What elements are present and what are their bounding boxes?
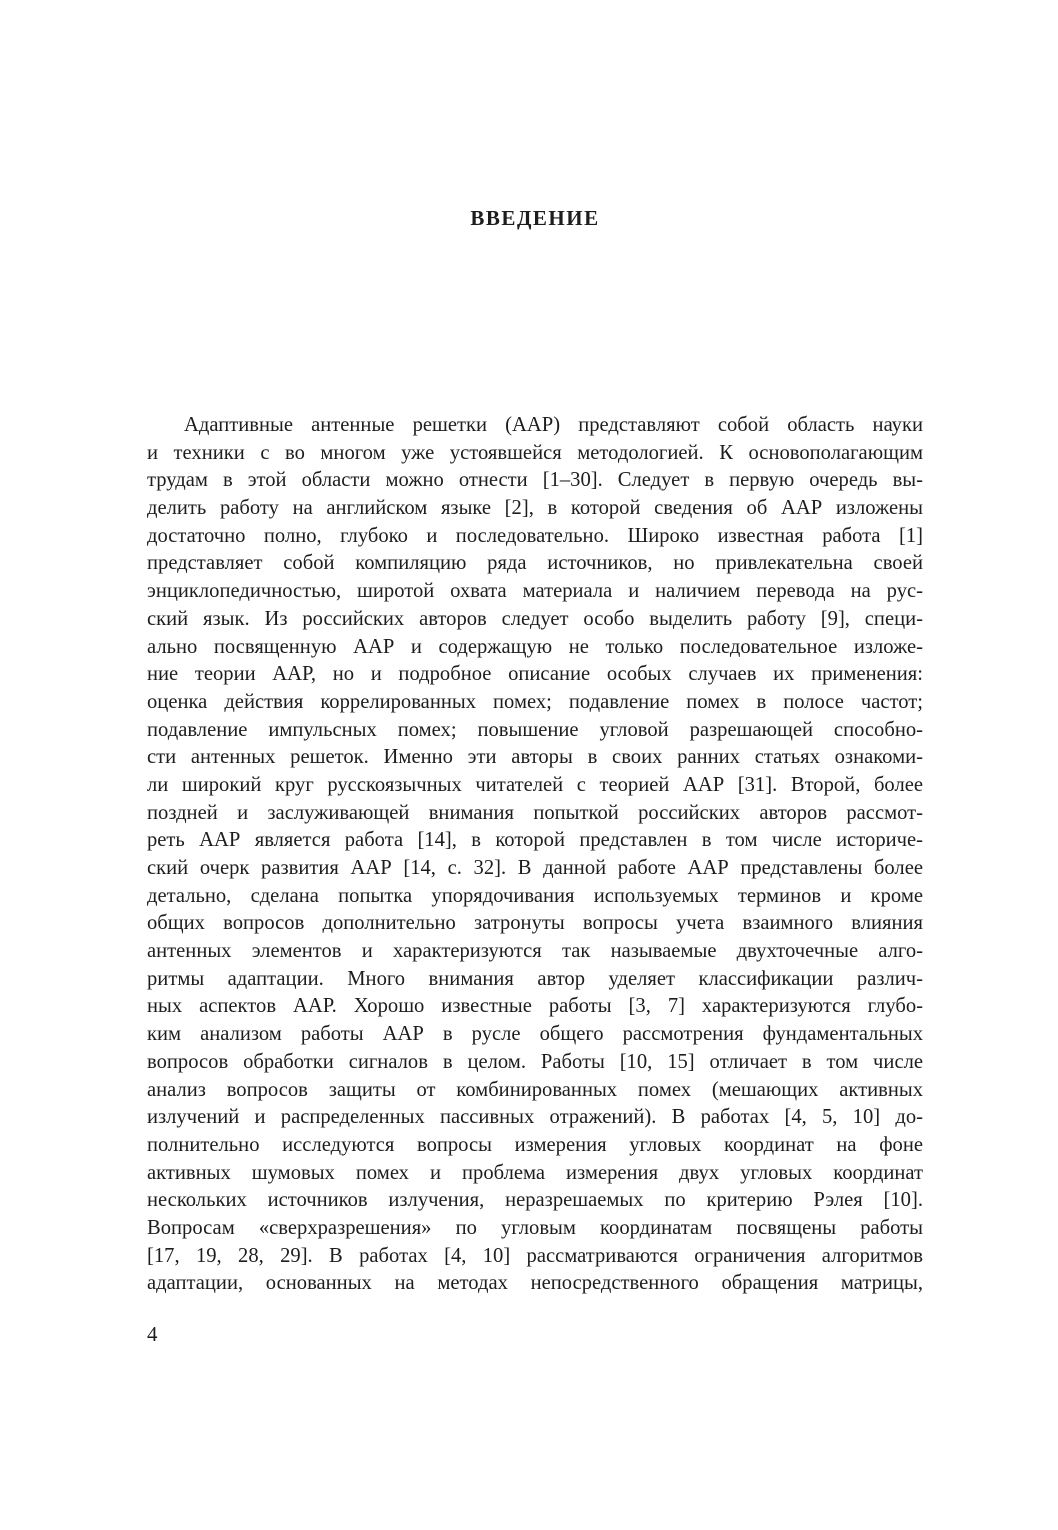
text-line: общих вопросов дополнительно затронуты вопросы учета взаимного влияния bbox=[147, 912, 923, 935]
text-line: достаточно полно, глубоко и последовательно. Широко известная работа [1] bbox=[147, 524, 923, 547]
text-line: [17, 19, 28, 29]. В работах [4, 10] рассматриваются ограничения алгоритмов bbox=[147, 1244, 923, 1267]
text-line: Адаптивные антенные решетки (ААР) представляют собой область науки bbox=[184, 414, 923, 436]
text-line: адаптации, основанных на методах непосредственного обращения матрицы, bbox=[147, 1272, 923, 1295]
text-line: антенных элементов и характеризуются так называемые двухточечные алго- bbox=[147, 940, 923, 963]
text-line: вопросов обработки сигналов в целом. Работы [10, 15] отличает в том числе bbox=[147, 1050, 923, 1073]
text-line: нескольких источников излучения, неразрешаемых по критерию Рэлея [10]. bbox=[147, 1189, 923, 1212]
text-line: Вопросам «сверхразрешения» по угловым координатам посвящены работы bbox=[147, 1216, 923, 1239]
text-line: анализ вопросов защиты от комбинированных помех (мешающих активных bbox=[147, 1078, 923, 1101]
text-line: подавление импульсных помех; повышение угловой разрешающей способно- bbox=[147, 718, 923, 741]
text-line: энциклопедичностью, широтой охвата материала и наличием перевода на рус- bbox=[147, 580, 923, 603]
text-line: поздней и заслуживающей внимания попыткой российских авторов рассмот- bbox=[147, 801, 923, 824]
text-line: ально посвященную ААР и содержащую не только последовательное изложе- bbox=[147, 635, 923, 658]
text-line: оценка действия коррелированных помех; подавление помех в полосе частот; bbox=[147, 690, 923, 713]
section-heading: ВВЕДЕНИЕ bbox=[470, 206, 600, 230]
text-line: ский язык. Из российских авторов следует особо выделить работу [9], специ- bbox=[147, 607, 923, 630]
text-line: сти антенных решеток. Именно эти авторы в своих ранних статьях ознакоми- bbox=[147, 746, 923, 769]
text-line: трудам в этой области можно отнести [1–30]. Следует в первую очередь вы- bbox=[147, 469, 923, 492]
body-paragraph bbox=[147, 412, 923, 1298]
text-line: и техники с во многом уже устоявшейся методологией. К основополагающим bbox=[147, 441, 923, 464]
text-line: полнительно исследуются вопросы измерения угловых координат на фоне bbox=[147, 1133, 923, 1156]
text-line: реть ААР является работа [14], в которой представлен в том числе историче- bbox=[147, 829, 923, 852]
text-line: ким анализом работы ААР в русле общего рассмотрения фундаментальных bbox=[147, 1023, 923, 1046]
text-line: активных шумовых помех и проблема измерения двух угловых координат bbox=[147, 1161, 923, 1184]
text-line: ритмы адаптации. Много внимания автор уделяет классификации различ- bbox=[147, 967, 923, 990]
text-line: ние теории ААР, но и подробное описание особых случаев их применения: bbox=[147, 663, 923, 686]
text-line: представляет собой компиляцию ряда источников, но привлекательна своей bbox=[147, 552, 923, 575]
text-line: детально, сделана попытка упорядочивания используемых терминов и кроме bbox=[147, 884, 923, 907]
page-number: 4 bbox=[147, 1322, 158, 1346]
text-line: ных аспектов ААР. Хорошо известные работы [3, 7] характеризуются глубо- bbox=[147, 995, 923, 1018]
text-line: излучений и распределенных пассивных отражений). В работах [4, 5, 10] до- bbox=[147, 1106, 923, 1129]
text-line: ский очерк развития ААР [14, с. 32]. В данной работе ААР представлены более bbox=[147, 857, 923, 879]
text-line: ли широкий круг русскоязычных читателей с теорией ААР [31]. Второй, более bbox=[147, 773, 923, 796]
text-line: делить работу на английском языке [2], в которой сведения об ААР изложены bbox=[147, 497, 923, 520]
